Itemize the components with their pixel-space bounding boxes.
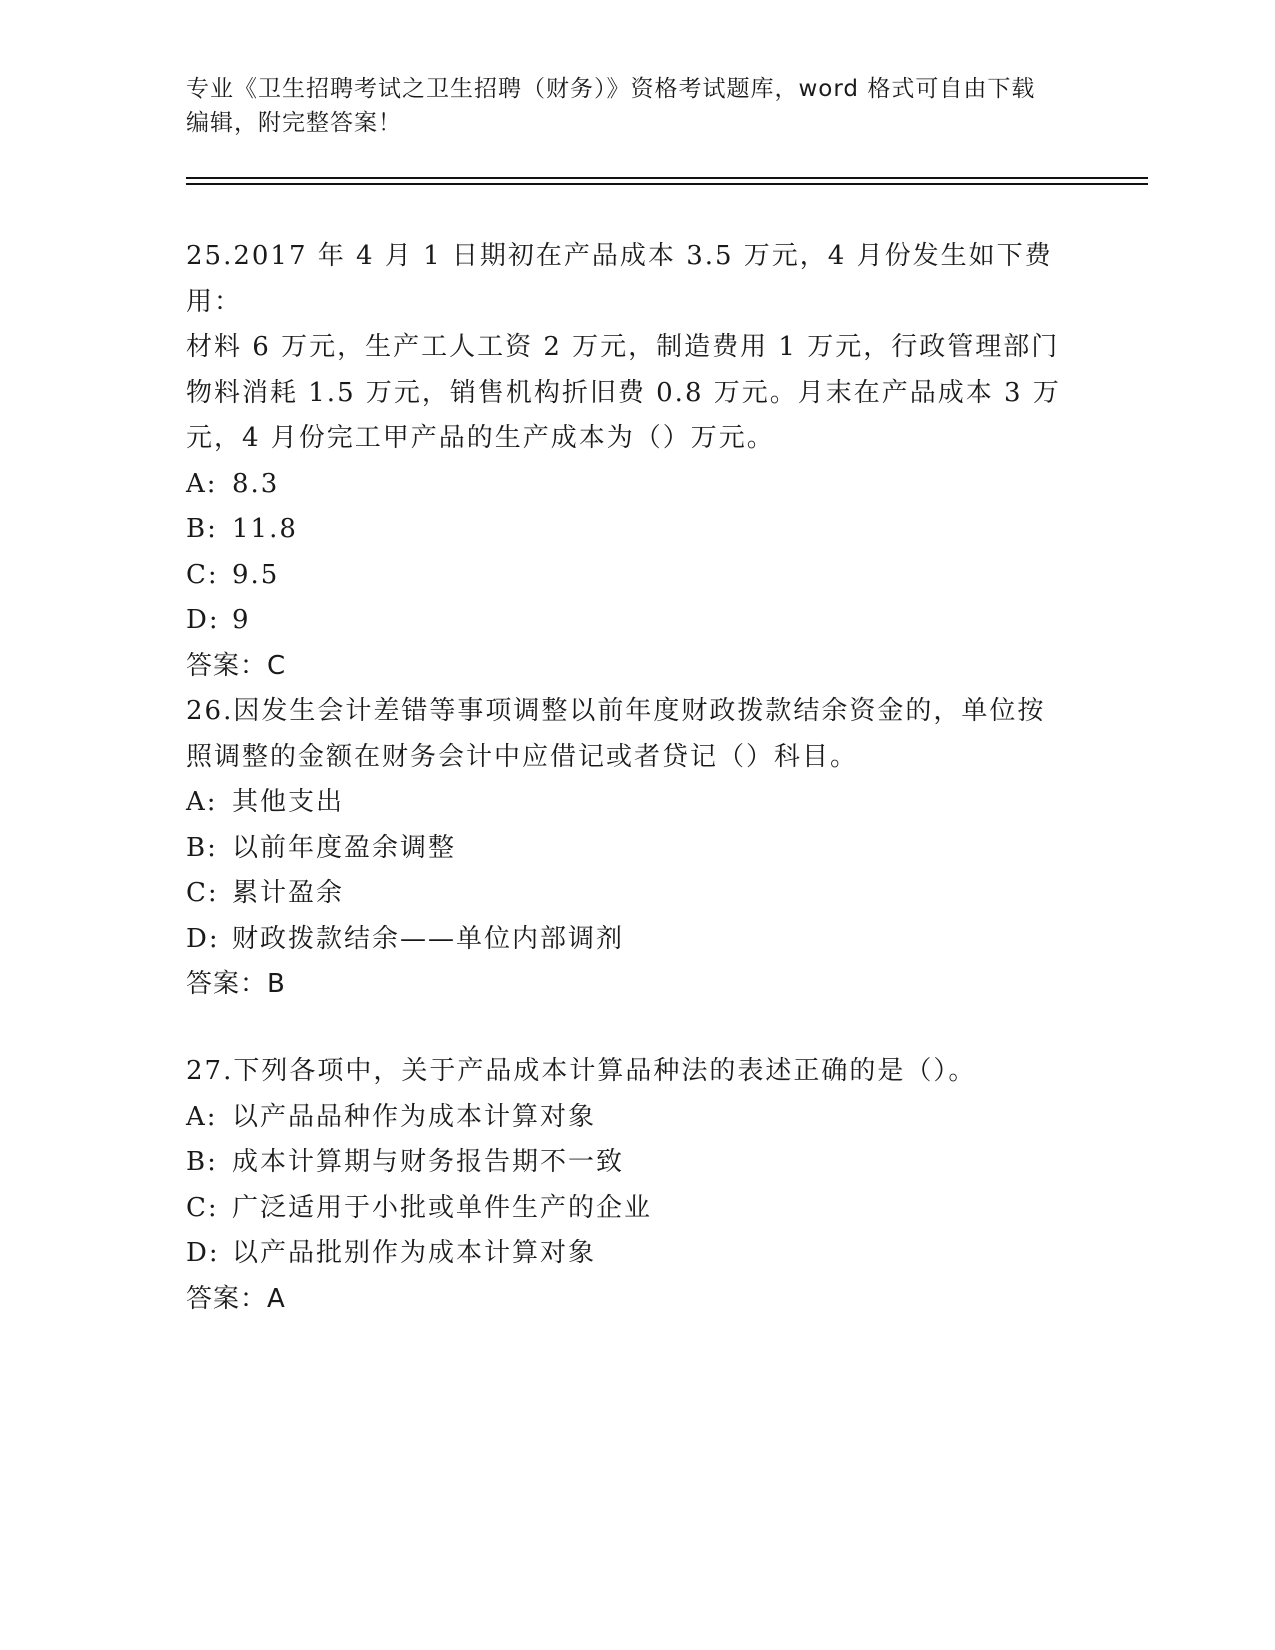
question-25 (186, 234, 1086, 689)
option-a (186, 780, 1086, 826)
option-text: 广泛适用于小批或单件生产的企业 (232, 1192, 653, 1223)
option-label: C: (186, 878, 219, 908)
option-label: B: (186, 514, 218, 544)
option-c (186, 553, 1086, 599)
header-rule-top (186, 177, 1148, 179)
option-b (186, 826, 1086, 872)
option-label: D: (186, 923, 220, 954)
question-stem-line: 照调整的金额在财务会计中应借记或者贷记（）科目。 (186, 741, 859, 772)
option-d (186, 598, 1086, 644)
option-text: 其他支出 (232, 787, 345, 817)
question-stem-line: 元，4 月份完工甲产品的生产成本为（）万元。 (186, 423, 775, 453)
question-stem-line: 25.2017 年 4 月 1 日期初在产品成本 3.5 万元，4 月份发生如下费用： (186, 241, 1053, 317)
question-26 (186, 689, 1086, 1008)
header-rule-bottom (186, 183, 1148, 185)
question-stem-line: 物料消耗 1.5 万元，销售机构折旧费 0.8 万元。月末在产品成本 3 万 (186, 377, 1061, 408)
header-line-2: 编辑，附完整答案！ (186, 110, 402, 136)
document-header (186, 72, 1086, 140)
option-c (186, 1186, 1086, 1232)
option-label: B: (186, 1147, 218, 1177)
option-text: 以产品批别作为成本计算对象 (232, 1238, 597, 1268)
option-text: 以产品品种作为成本计算对象 (232, 1101, 597, 1132)
answer-line: 答案：A (186, 1283, 286, 1314)
option-b (186, 1140, 1086, 1186)
question-stem-line: 27.下列各项中，关于产品成本计算品种法的表述正确的是（）。 (186, 1056, 977, 1086)
option-d (186, 917, 1086, 963)
option-text: 8.3 (232, 468, 280, 499)
option-text: 9 (232, 605, 251, 635)
option-label: A: (186, 468, 218, 499)
option-c (186, 871, 1086, 917)
option-label: D: (186, 1238, 220, 1268)
header-line-1: 专业《卫生招聘考试之卫生招聘（财务）》资格考试题库，word 格式可自由下载 (186, 76, 1036, 102)
option-text: 11.8 (232, 514, 298, 544)
option-label: B: (186, 832, 218, 863)
option-text: 成本计算期与财务报告期不一致 (232, 1147, 625, 1177)
option-label: C: (186, 1192, 219, 1223)
option-label: A: (186, 787, 218, 817)
option-a (186, 1095, 1086, 1141)
question-stem-line: 材料 6 万元，生产工人工资 2 万元，制造费用 1 万元，行政管理部门 (186, 332, 1060, 362)
option-b (186, 507, 1086, 553)
question-stem-line: 26.因发生会计差错等事项调整以前年度财政拨款结余资金的，单位按 (186, 696, 1046, 726)
option-text: 以前年度盈余调整 (232, 832, 457, 863)
option-text: 9.5 (232, 559, 280, 590)
option-text: 累计盈余 (232, 878, 345, 908)
option-a (186, 462, 1086, 508)
answer-line: 答案：B (186, 969, 286, 999)
answer-line: 答案：C (186, 650, 287, 681)
question-27 (186, 1049, 1086, 1322)
option-text: 财政拨款结余——单位内部调剂 (232, 923, 625, 954)
option-label: A: (186, 1101, 218, 1132)
option-d (186, 1231, 1086, 1277)
option-label: D: (186, 605, 220, 635)
option-label: C: (186, 559, 219, 590)
